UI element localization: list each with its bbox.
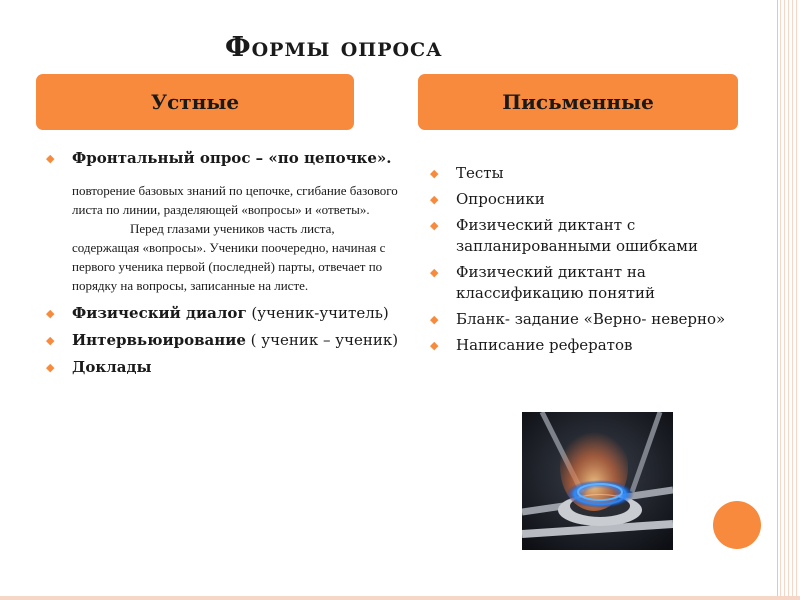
decorative-border-right: [780, 0, 800, 600]
list-item: [44, 303, 404, 324]
list-item: [428, 163, 748, 184]
bullet-icon: ◆: [46, 307, 55, 320]
frontal-description: [44, 181, 404, 295]
item-bold: Физический диалог: [72, 304, 247, 322]
list-item: [44, 148, 404, 169]
list-item: [428, 215, 748, 257]
decorative-border-bottom: [0, 596, 800, 600]
written-list: [428, 163, 748, 361]
bullet-icon: ◆: [430, 266, 439, 279]
bullet-icon: ◆: [430, 167, 439, 180]
bullet-icon: ◆: [430, 339, 439, 352]
gas-burner-illustration: [522, 412, 673, 550]
header-oral-label: Устные: [150, 90, 240, 114]
item-text: Тесты: [456, 164, 504, 182]
bullet-icon: ◆: [46, 152, 55, 165]
item-bold: Фронтальный опрос – «по цепочке».: [72, 149, 392, 167]
item-text: Физический диктант на классификацию понятий: [456, 263, 655, 302]
description-text-1: повторение базовых знаний по цепочке, сгибание базового листа по линии, разделяющей «вопросы» и «ответы».: [72, 183, 398, 217]
item-text: (ученик-учитель): [246, 304, 389, 322]
oral-list: [44, 148, 404, 384]
bullet-icon: ◆: [430, 193, 439, 206]
list-item: [428, 189, 748, 210]
bullet-icon: ◆: [46, 361, 55, 374]
list-item: [44, 330, 404, 351]
list-item: [44, 357, 404, 378]
item-text: Бланк- задание «Верно- неверно»: [456, 310, 726, 328]
list-item: [428, 309, 748, 330]
header-oral: [36, 74, 354, 130]
description-text-2: Перед глазами учеников часть листа, содержащая «вопросы». Ученики поочередно, начиная с первого ученика первой (последней) парты, отвечает по порядку на вопросы, записанные на листе.: [72, 221, 386, 293]
bullet-icon: ◆: [430, 313, 439, 326]
item-bold: Доклады: [72, 358, 152, 376]
item-text: ( ученик – ученик): [245, 331, 399, 349]
item-text: Опросники: [456, 190, 545, 208]
list-item: [428, 335, 748, 356]
item-bold: Интервьюирование: [72, 331, 246, 349]
bullet-icon: ◆: [46, 334, 55, 347]
item-text: Физический диктант с запланированными ошибками: [456, 216, 698, 255]
page-title: Формы опроса: [225, 32, 443, 63]
header-written: [418, 74, 738, 130]
gas-burner-photo: [522, 412, 673, 550]
bullet-icon: ◆: [430, 219, 439, 232]
decorative-circle: [713, 501, 761, 549]
header-written-label: Письменные: [502, 90, 654, 114]
item-text: Написание рефератов: [456, 336, 633, 354]
list-item: [428, 262, 748, 304]
